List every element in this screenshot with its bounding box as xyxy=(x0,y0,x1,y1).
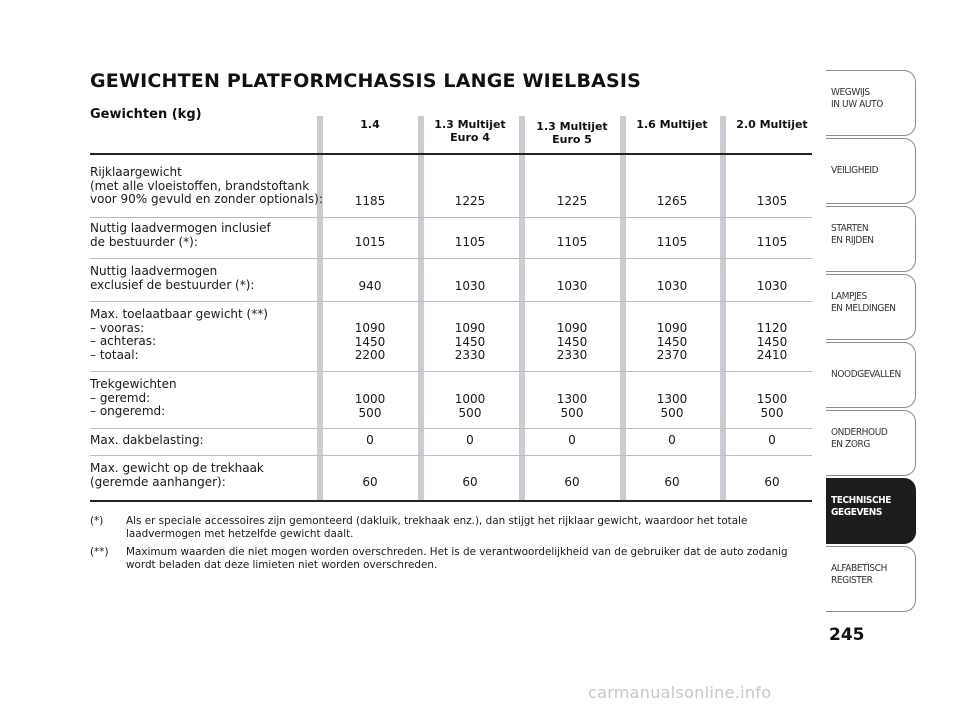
table-cell: 1030 xyxy=(756,279,788,293)
table-cell: 1225 xyxy=(454,194,486,208)
table-cell: 1185 xyxy=(354,194,386,208)
table-cell: 1105 xyxy=(556,235,588,249)
row-label: Max. gewicht op de trekhaak (geremde aanhanger): xyxy=(90,461,264,489)
table-cell: 0 xyxy=(466,433,474,447)
table-cell: 1300 500 xyxy=(556,392,588,420)
row-label: Max. dakbelasting: xyxy=(90,433,204,447)
table-cell: 60 xyxy=(664,475,680,489)
tab-lampjes[interactable] xyxy=(826,274,916,340)
table-cell: 1090 1450 2330 xyxy=(556,321,588,362)
column-header: 2.0 Multijet xyxy=(736,118,808,131)
row-label: Nuttig laadvermogen exclusief de bestuurder (*): xyxy=(90,264,255,292)
table-cell: 0 xyxy=(668,433,676,447)
table-cell: 940 xyxy=(358,279,382,293)
header-rule xyxy=(90,153,812,155)
table-cell: 1105 xyxy=(656,235,688,249)
page-number: 245 xyxy=(829,625,865,645)
table-bottom-rule xyxy=(90,500,812,502)
tab-label: LAMPJES EN MELDINGEN xyxy=(831,291,896,314)
table-cell: 1000 500 xyxy=(454,392,486,420)
table-cell: 1225 xyxy=(556,194,588,208)
tab-technische-gegevens[interactable] xyxy=(826,478,916,544)
tab-veiligheid[interactable] xyxy=(826,138,916,204)
row-label: Nuttig laadvermogen inclusief de bestuurder (*): xyxy=(90,221,271,249)
row-label: Rijklaargewicht (met alle vloeistoffen, brandstoftank voor 90% gevuld en zonder optionals): xyxy=(90,165,323,206)
column-header: 1.3 Multijet Euro 5 xyxy=(536,120,608,146)
tab-label: TECHNISCHE GEGEVENS xyxy=(831,495,892,518)
tab-label: VEILIGHEID xyxy=(831,165,879,176)
table-cell: 1500 500 xyxy=(756,392,788,420)
table-cell: 1015 xyxy=(354,235,386,249)
tab-wegwijs[interactable] xyxy=(826,70,916,136)
footnote xyxy=(90,515,812,540)
column-band xyxy=(620,116,626,501)
table-cell: 1030 xyxy=(656,279,688,293)
table-cell: 1090 1450 2200 xyxy=(354,321,386,362)
tab-label: ONDERHOUD EN ZORG xyxy=(831,427,888,450)
table-cell: 1090 1450 2330 xyxy=(454,321,486,362)
row-divider xyxy=(90,428,812,429)
tab-label: STARTEN EN RIJDEN xyxy=(831,223,874,246)
tab-label: NOODGEVALLEN xyxy=(831,369,901,380)
tab-label: WEGWIJS IN UW AUTO xyxy=(831,87,883,110)
tab-label: ALFABETISCH REGISTER xyxy=(831,563,887,586)
table-subtitle: Gewichten (kg) xyxy=(90,107,202,122)
footnote-mark: (*) xyxy=(90,515,104,527)
page-title: GEWICHTEN PLATFORMCHASSIS LANGE WIELBASIS xyxy=(90,70,642,92)
table-cell: 1030 xyxy=(454,279,486,293)
footnote-mark: (**) xyxy=(90,546,109,558)
tab-onderhoud[interactable] xyxy=(826,410,916,476)
tab-noodgevallen[interactable] xyxy=(826,342,916,408)
column-band xyxy=(418,116,424,501)
table-cell: 1305 xyxy=(756,194,788,208)
tab-starten[interactable] xyxy=(826,206,916,272)
table-cell: 0 xyxy=(568,433,576,447)
row-divider xyxy=(90,217,812,218)
row-divider xyxy=(90,371,812,372)
table-cell: 0 xyxy=(366,433,374,447)
table-cell: 1090 1450 2370 xyxy=(656,321,688,362)
column-header: 1.6 Multijet xyxy=(636,118,708,131)
column-band xyxy=(720,116,726,501)
table-cell: 60 xyxy=(362,475,378,489)
table-cell: 1000 500 xyxy=(354,392,386,420)
row-divider xyxy=(90,258,812,259)
table-cell: 60 xyxy=(462,475,478,489)
footnote-text: Als er speciale accessoires zijn gemonteerd (dakluik, trekhaak enz.), dan stijgt het rijklaar gewicht, waardoor het totale laadvermogen met hetzelfde gewicht daalt. xyxy=(126,515,748,540)
column-header: 1.4 xyxy=(360,118,380,131)
row-label: Max. toelaatbaar gewicht (**) – vooras: – achteras: – totaal: xyxy=(90,307,268,362)
table-cell: 60 xyxy=(564,475,580,489)
footnote xyxy=(90,546,812,571)
tab-register[interactable] xyxy=(826,546,916,612)
table-cell: 1300 500 xyxy=(656,392,688,420)
table-cell: 0 xyxy=(768,433,776,447)
table-cell: 1265 xyxy=(656,194,688,208)
table-cell: 60 xyxy=(764,475,780,489)
watermark-text: carmanualsonline.info xyxy=(588,683,772,702)
table-cell: 1030 xyxy=(556,279,588,293)
footnote-text: Maximum waarden die niet mogen worden overschreden. Het is de verantwoordelijkheid van de gebruiker dat de auto zodanig wordt beladen dat deze limieten niet worden overschreden. xyxy=(126,546,788,571)
column-band xyxy=(519,116,525,501)
table-cell: 1105 xyxy=(756,235,788,249)
row-divider xyxy=(90,455,812,456)
table-cell: 1105 xyxy=(454,235,486,249)
row-divider xyxy=(90,301,812,302)
column-header: 1.3 Multijet Euro 4 xyxy=(434,118,506,144)
table-cell: 1120 1450 2410 xyxy=(756,321,788,362)
row-label: Trekgewichten – geremd: – ongeremd: xyxy=(90,377,177,418)
